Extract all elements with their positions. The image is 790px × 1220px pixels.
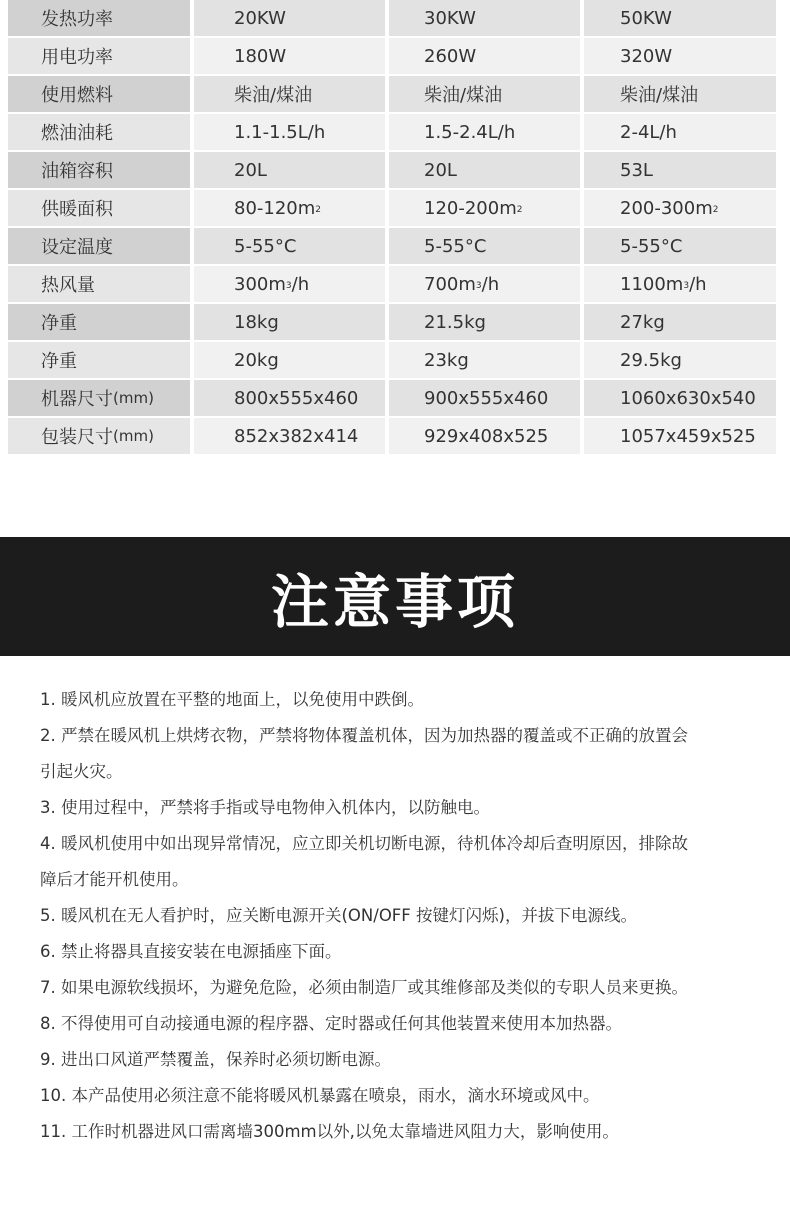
spec-value-1: 柴油/煤油	[194, 76, 389, 114]
spec-value-3: 5-55°C	[584, 228, 776, 266]
notice-item: 4. 暖风机使用中如出现异常情况，应立即关机切断电源，待机体冷却后查明原因，排除故	[40, 834, 688, 853]
notice-title: 注意事项	[270, 567, 519, 636]
notice-list	[40, 682, 760, 1150]
spec-value-2: 21.5kg	[389, 304, 584, 342]
notice-item: 5. 暖风机在无人看护时，应关断电源开关(ON/OFF 按键灯闪烁)，并拔下电源线。	[40, 906, 637, 925]
table-row	[8, 190, 776, 228]
spec-value-3: 53L	[584, 152, 776, 190]
spec-value-1: 80-120m $^2$	[194, 190, 389, 228]
spec-value-2: 柴油/煤油	[389, 76, 584, 114]
spec-value-2: 1.5-2.4L/h	[389, 114, 584, 152]
notice-item: 1. 暖风机应放置在平整的地面上，以免使用中跌倒。	[40, 690, 424, 709]
spec-value-3: 29.5kg	[584, 342, 776, 380]
spec-table	[8, 0, 776, 456]
notice-item: 2. 严禁在暖风机上烘烤衣物，严禁将物体覆盖机体，因为加热器的覆盖或不正确的放置会	[40, 726, 688, 745]
notice-banner	[0, 537, 790, 656]
table-row	[8, 76, 776, 114]
spec-value-2: 30KW	[389, 0, 584, 38]
spec-value-3: 50KW	[584, 0, 776, 38]
spec-label: 用电功率	[8, 38, 194, 76]
spec-value-3: 1060x630x540	[584, 380, 776, 418]
spec-value-2: 120-200m $^2$	[389, 190, 584, 228]
spec-label: 供暖面积	[8, 190, 194, 228]
spec-value-1: 852x382x414	[194, 418, 389, 456]
spec-label: 热风量	[8, 266, 194, 304]
spec-label: 使用燃料	[8, 76, 194, 114]
spec-label: 油箱容积	[8, 152, 194, 190]
spec-value-2: 700m $^3$ /h	[389, 266, 584, 304]
spec-unit: (mm)	[113, 389, 154, 407]
table-row	[8, 342, 776, 380]
spec-value-1: 5-55°C	[194, 228, 389, 266]
table-row	[8, 380, 776, 418]
spec-value-3: 1057x459x525	[584, 418, 776, 456]
notice-item: 6. 禁止将器具直接安装在电源插座下面。	[40, 942, 342, 961]
table-row	[8, 266, 776, 304]
notice-item: 引起火灾。	[40, 762, 123, 781]
notice-item: 3. 使用过程中，严禁将手指或导电物伸入机体内，以防触电。	[40, 798, 490, 817]
spec-label: 包装尺寸 (mm)	[8, 418, 194, 456]
notice-item: 9. 进出口风道严禁覆盖，保养时必须切断电源。	[40, 1050, 391, 1069]
spec-value-3: 柴油/煤油	[584, 76, 776, 114]
notice-item: 10. 本产品使用必须注意不能将暖风机暴露在喷泉，雨水，滴水环境或风中。	[40, 1086, 600, 1105]
table-row	[8, 418, 776, 456]
table-row	[8, 114, 776, 152]
spec-value-1: 800x555x460	[194, 380, 389, 418]
spec-value-3: 320W	[584, 38, 776, 76]
notice-item: 障后才能开机使用。	[40, 870, 189, 889]
table-row	[8, 152, 776, 190]
spec-value-3: 2-4L/h	[584, 114, 776, 152]
spec-value-1: 20KW	[194, 0, 389, 38]
notice-item: 8. 不得使用可自动接通电源的程序器、定时器或任何其他装置来使用本加热器。	[40, 1014, 622, 1033]
table-row	[8, 304, 776, 342]
spec-value-1: 20kg	[194, 342, 389, 380]
spec-label: 机器尺寸 (mm)	[8, 380, 194, 418]
spec-value-1: 180W	[194, 38, 389, 76]
spec-label: 净重	[8, 304, 194, 342]
spec-value-3: 27kg	[584, 304, 776, 342]
spec-label: 设定温度	[8, 228, 194, 266]
spec-value-1: 1.1-1.5L/h	[194, 114, 389, 152]
notice-item: 7. 如果电源软线损坏，为避免危险，必须由制造厂或其维修部及类似的专职人员来更换。	[40, 978, 688, 997]
table-row	[8, 0, 776, 38]
spec-value-3: 200-300m $^2$	[584, 190, 776, 228]
spec-value-2: 20L	[389, 152, 584, 190]
spec-label: 燃油油耗	[8, 114, 194, 152]
spec-label: 净重	[8, 342, 194, 380]
spec-value-1: 300m $^3$ /h	[194, 266, 389, 304]
spec-value-2: 260W	[389, 38, 584, 76]
spec-unit: (mm)	[113, 427, 154, 445]
notice-item: 11. 工作时机器进风口需离墙300mm以外,以免太靠墙进风阻力大，影响使用。	[40, 1122, 619, 1141]
spec-value-1: 18kg	[194, 304, 389, 342]
spec-value-2: 900x555x460	[389, 380, 584, 418]
spec-label: 发热功率	[8, 0, 194, 38]
spec-value-1: 20L	[194, 152, 389, 190]
spec-value-2: 929x408x525	[389, 418, 584, 456]
table-row	[8, 38, 776, 76]
spec-value-3: 1100m $^3$ /h	[584, 266, 776, 304]
table-row	[8, 228, 776, 266]
spec-value-2: 5-55°C	[389, 228, 584, 266]
spec-value-2: 23kg	[389, 342, 584, 380]
